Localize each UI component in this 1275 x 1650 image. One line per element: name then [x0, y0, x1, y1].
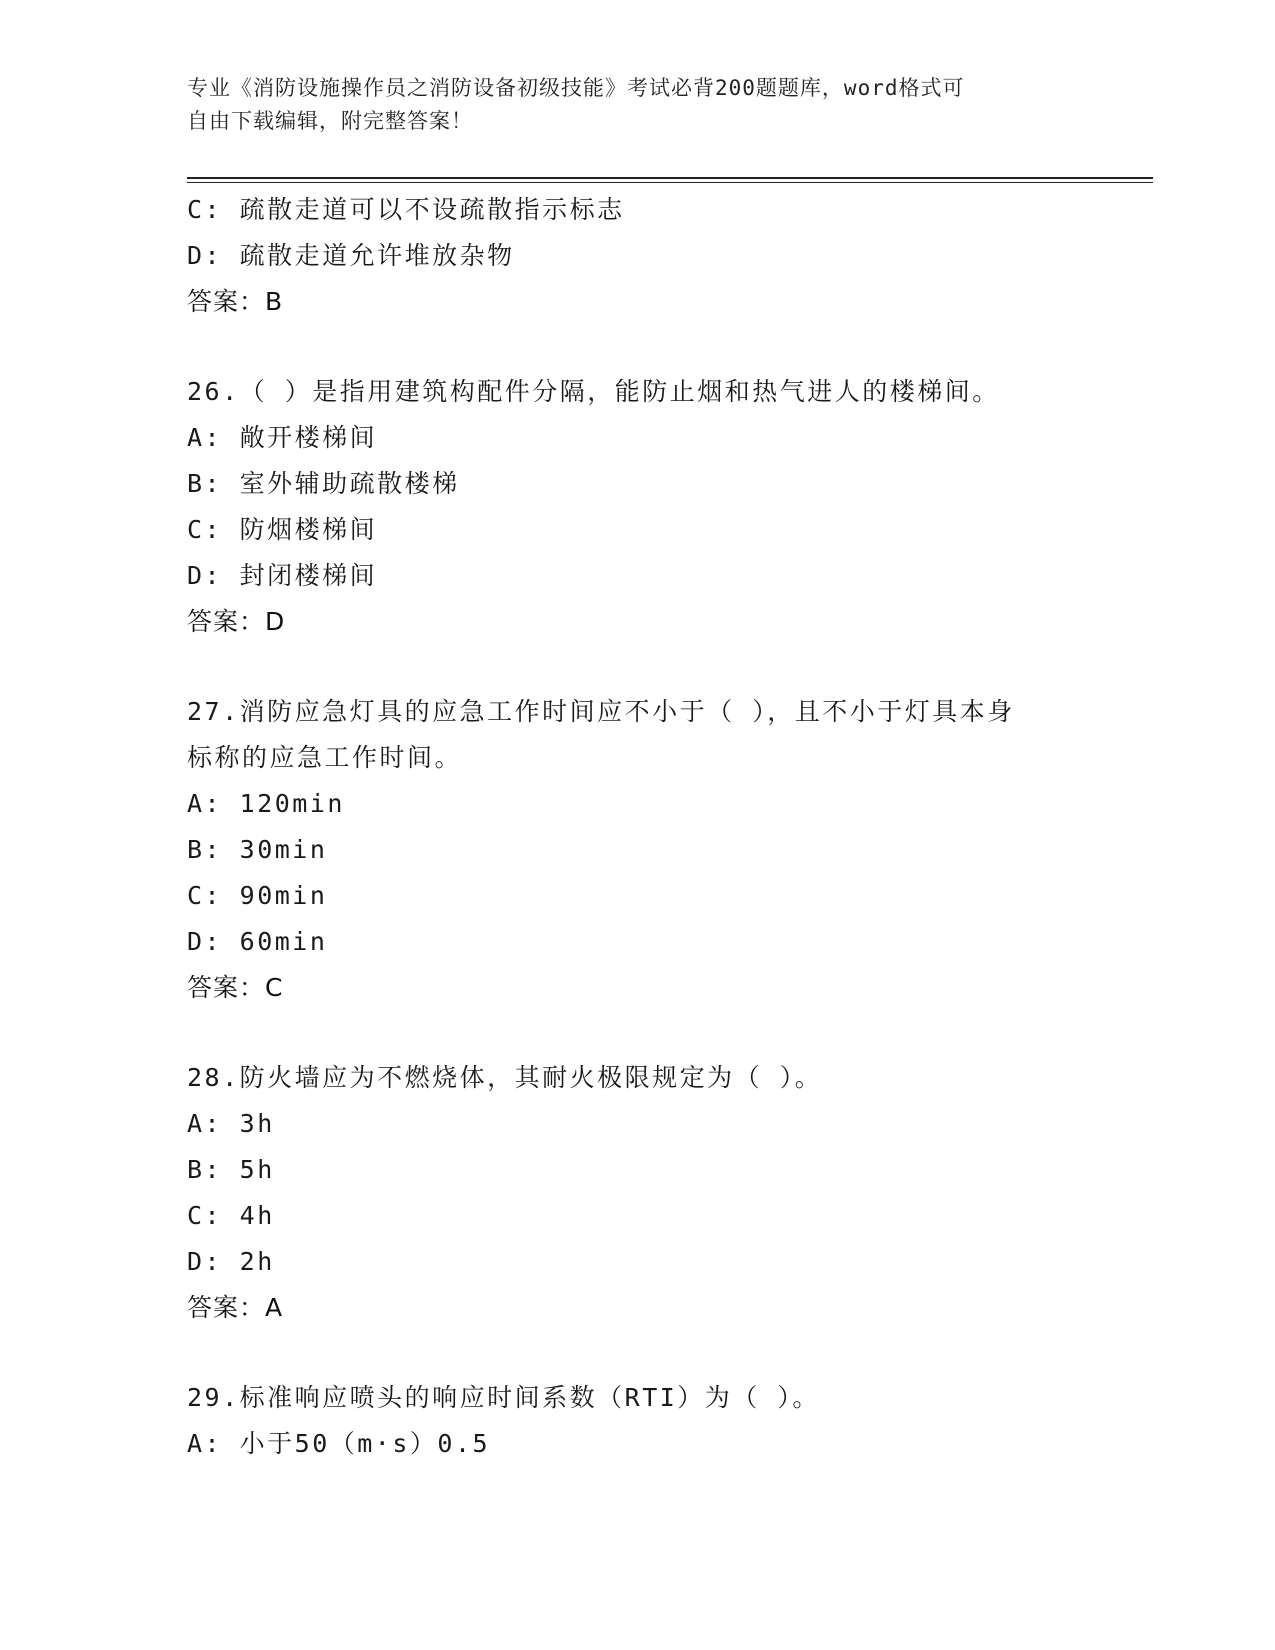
answer-line: 答案：C [187, 973, 284, 1002]
answer-line: 答案：D [187, 607, 286, 636]
header-line-1: 专业《消防设施操作员之消防设备初级技能》考试必背200题题库，word格式可 [187, 76, 965, 100]
header-divider-thin [187, 182, 1153, 183]
option-b: B: 室外辅助疏散楼梯 [187, 469, 460, 498]
header-divider-thick [187, 177, 1153, 179]
option-a: A: 3h [187, 1109, 275, 1138]
question-27 [187, 689, 1147, 1011]
header-line-2: 自由下载编辑，附完整答案！ [187, 109, 473, 133]
option-d: D: 60min [187, 927, 328, 956]
spacer [187, 1331, 1147, 1375]
document-header [187, 72, 1067, 138]
option-d: D: 2h [187, 1247, 275, 1276]
question-text: 29.标准响应喷头的响应时间系数（RTI）为（ ）。 [187, 1383, 820, 1412]
option-a: A: 敞开楼梯间 [187, 423, 378, 452]
option-c: C: 疏散走道可以不设疏散指示标志 [187, 195, 625, 224]
question-text: 28.防火墙应为不燃烧体，其耐火极限规定为（ ）。 [187, 1063, 823, 1092]
question-list [187, 187, 1147, 1467]
answer-line: 答案：B [187, 287, 284, 316]
option-b: B: 5h [187, 1155, 275, 1184]
question-text: 26.（ ）是指用建筑构配件分隔，能防止烟和热气进人的楼梯间。 [187, 377, 1000, 406]
question-28 [187, 1055, 1147, 1331]
option-c: C: 防烟楼梯间 [187, 515, 378, 544]
question-26 [187, 369, 1147, 645]
option-d: D: 封闭楼梯间 [187, 561, 378, 590]
spacer [187, 1011, 1147, 1055]
question-text-line-2: 标称的应急工作时间。 [187, 743, 463, 772]
option-a: A: 120min [187, 789, 345, 818]
question-25 [187, 187, 1147, 325]
option-d: D: 疏散走道允许堆放杂物 [187, 241, 515, 270]
option-c: C: 90min [187, 881, 328, 910]
question-text-line-1: 27.消防应急灯具的应急工作时间应不小于（ ），且不小于灯具本身 [187, 697, 1015, 726]
option-a: A: 小于50（m·s）0.5 [187, 1429, 491, 1458]
spacer [187, 325, 1147, 369]
option-c: C: 4h [187, 1201, 275, 1230]
question-29 [187, 1375, 1147, 1467]
spacer [187, 645, 1147, 689]
answer-line: 答案：A [187, 1293, 284, 1322]
option-b: B: 30min [187, 835, 328, 864]
